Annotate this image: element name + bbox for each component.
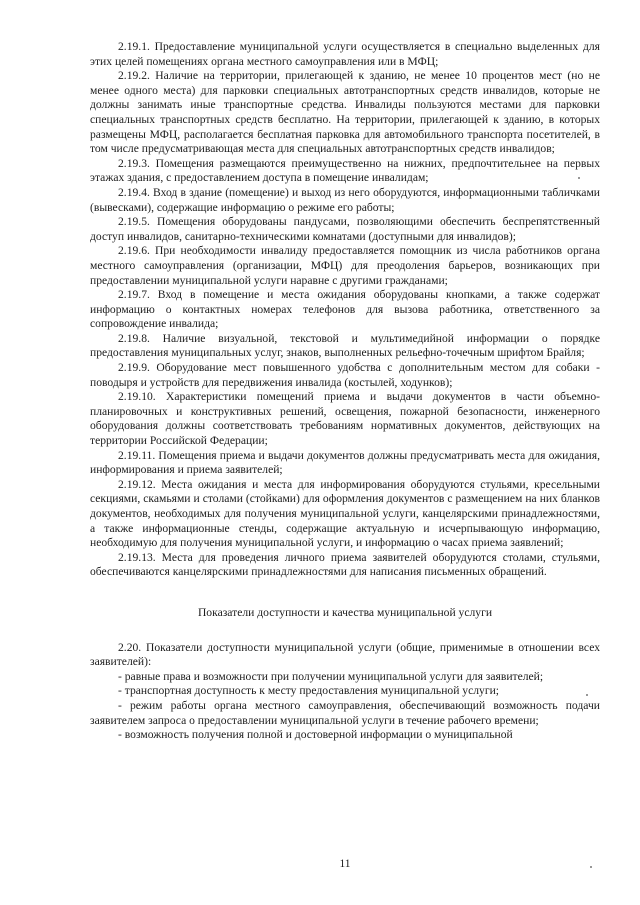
- paragraph-2-19-10: 2.19.10. Характеристики помещений приема и выдачи документов в части объемно-планировочных и конструктивных решений, освещения, пожарной безопасности, инженерного оборудования должны соответствовать требованиям нормативных документов, действующих на территории Российской Федерации;: [90, 390, 600, 448]
- paragraph-2-19-13: 2.19.13. Места для проведения личного приема заявителей оборудуются столами, стульями, обеспечиваются канцелярскими принадлежностями для написания письменных обращений.: [90, 550, 600, 579]
- paragraph-2-19-2: 2.19.2. Наличие на территории, прилегающей к зданию, не менее 10 процентов мест (но не менее одного места) для парковки специальных автотранспортных средств инвалидов, которые не должны занимать иные транспортные средства. Инвалиды пользуются местами для парковки специальных транспортных средств бесплатно. На территории, прилегающей к зданию, в которых размещены МФЦ, располагается бесплатная парковка для автомобильного транспорта посетителей, в том числе предусматривающая места для специальных автотранспортных средств инвалидов;: [90, 69, 600, 156]
- section-intro-2-20: 2.20. Показатели доступности муниципальной услуги (общие, применимые в отношении всех заявителей):: [90, 640, 600, 669]
- paragraph-2-19-5: 2.19.5. Помещения оборудованы пандусами, позволяющими обеспечить беспрепятственный доступ инвалидов, санитарно-техническими комнатами (доступными для инвалидов);: [90, 215, 600, 243]
- scan-speck: [578, 177, 580, 179]
- paragraph-2-19-8: 2.19.8. Наличие визуальной, текстовой и мультимедийной информации о порядке предоставления муниципальных услуг, знаков, выполненных рельефно-точечным шрифтом Брайля;: [90, 331, 600, 360]
- paragraph-2-19-12: 2.19.12. Места ожидания и места для информирования оборудуются стульями, кресельными секциями, скамьями и столами (стойками) для оформления документов с размещением на них бланков документов, необходимых для получения муниципальной услуги, канцелярскими принадлежностями, а также информационные стенды, содержащие актуальную и исчерпывающую информацию, необходимую для получения муниципальной услуги, и информацию о часах приема заявлений;: [90, 477, 600, 550]
- scan-speck: [586, 694, 588, 696]
- section-heading: Показатели доступности и качества муниципальной услуги: [197, 605, 493, 619]
- paragraph-2-19-3: 2.19.3. Помещения размещаются преимущественно на нижних, предпочтительнее на первых этажах здания, с предоставлением доступа в помещение инвалидам;: [90, 156, 600, 185]
- paragraph-2-19-7: 2.19.7. Вход в помещение и места ожидания оборудованы кнопками, а также содержат информацию о контактных номерах телефонов для вызова работника, ответственного за сопровождение инвалида;: [90, 288, 600, 331]
- list-item: - режим работы органа местного самоуправления, обеспечивающий возможность подачи заявителем запроса о предоставлении муниципальной услуги в течение рабочего времени;: [90, 698, 600, 727]
- scan-speck: [590, 866, 592, 868]
- bullet-list: [90, 670, 600, 743]
- list-item: - транспортная доступность к месту предоставления муниципальной услуги;: [118, 684, 500, 698]
- paragraph-2-19-9: 2.19.9. Оборудование мест повышенного удобства с дополнительным местом для собаки - поводыря и устройств для передвижения инвалида (костылей, ходунков);: [90, 361, 600, 389]
- paragraph-2-19-11: 2.19.11. Помещения приема и выдачи документов должны предусматривать места для ожидания, информирования и приема заявителей;: [90, 448, 600, 477]
- paragraph-2-19-6: 2.19.6. При необходимости инвалиду предоставляется помощник из числа работников органа местного самоуправления (организации, МФЦ) для преодоления барьеров, возникающих при предоставлении муниципальной услуги наравне с другими гражданами;: [90, 244, 600, 287]
- paragraph-list: [90, 40, 600, 580]
- page-number: 11: [339, 858, 351, 870]
- paragraph-2-19-1: 2.19.1. Предоставление муниципальной услуги осуществляется в специально выделенных для этих целей помещениях органа местного самоуправления или в МФЦ;: [90, 40, 600, 68]
- paragraph-2-19-4: 2.19.4. Вход в здание (помещение) и выход из него оборудуются, информационными табличками (вывесками), содержащие информацию о режиме его работы;: [90, 185, 600, 214]
- list-item: - равные права и возможности при получении муниципальной услуги для заявителей;: [118, 669, 544, 683]
- list-item: - возможность получения полной и достоверной информации о муниципальной: [118, 728, 513, 742]
